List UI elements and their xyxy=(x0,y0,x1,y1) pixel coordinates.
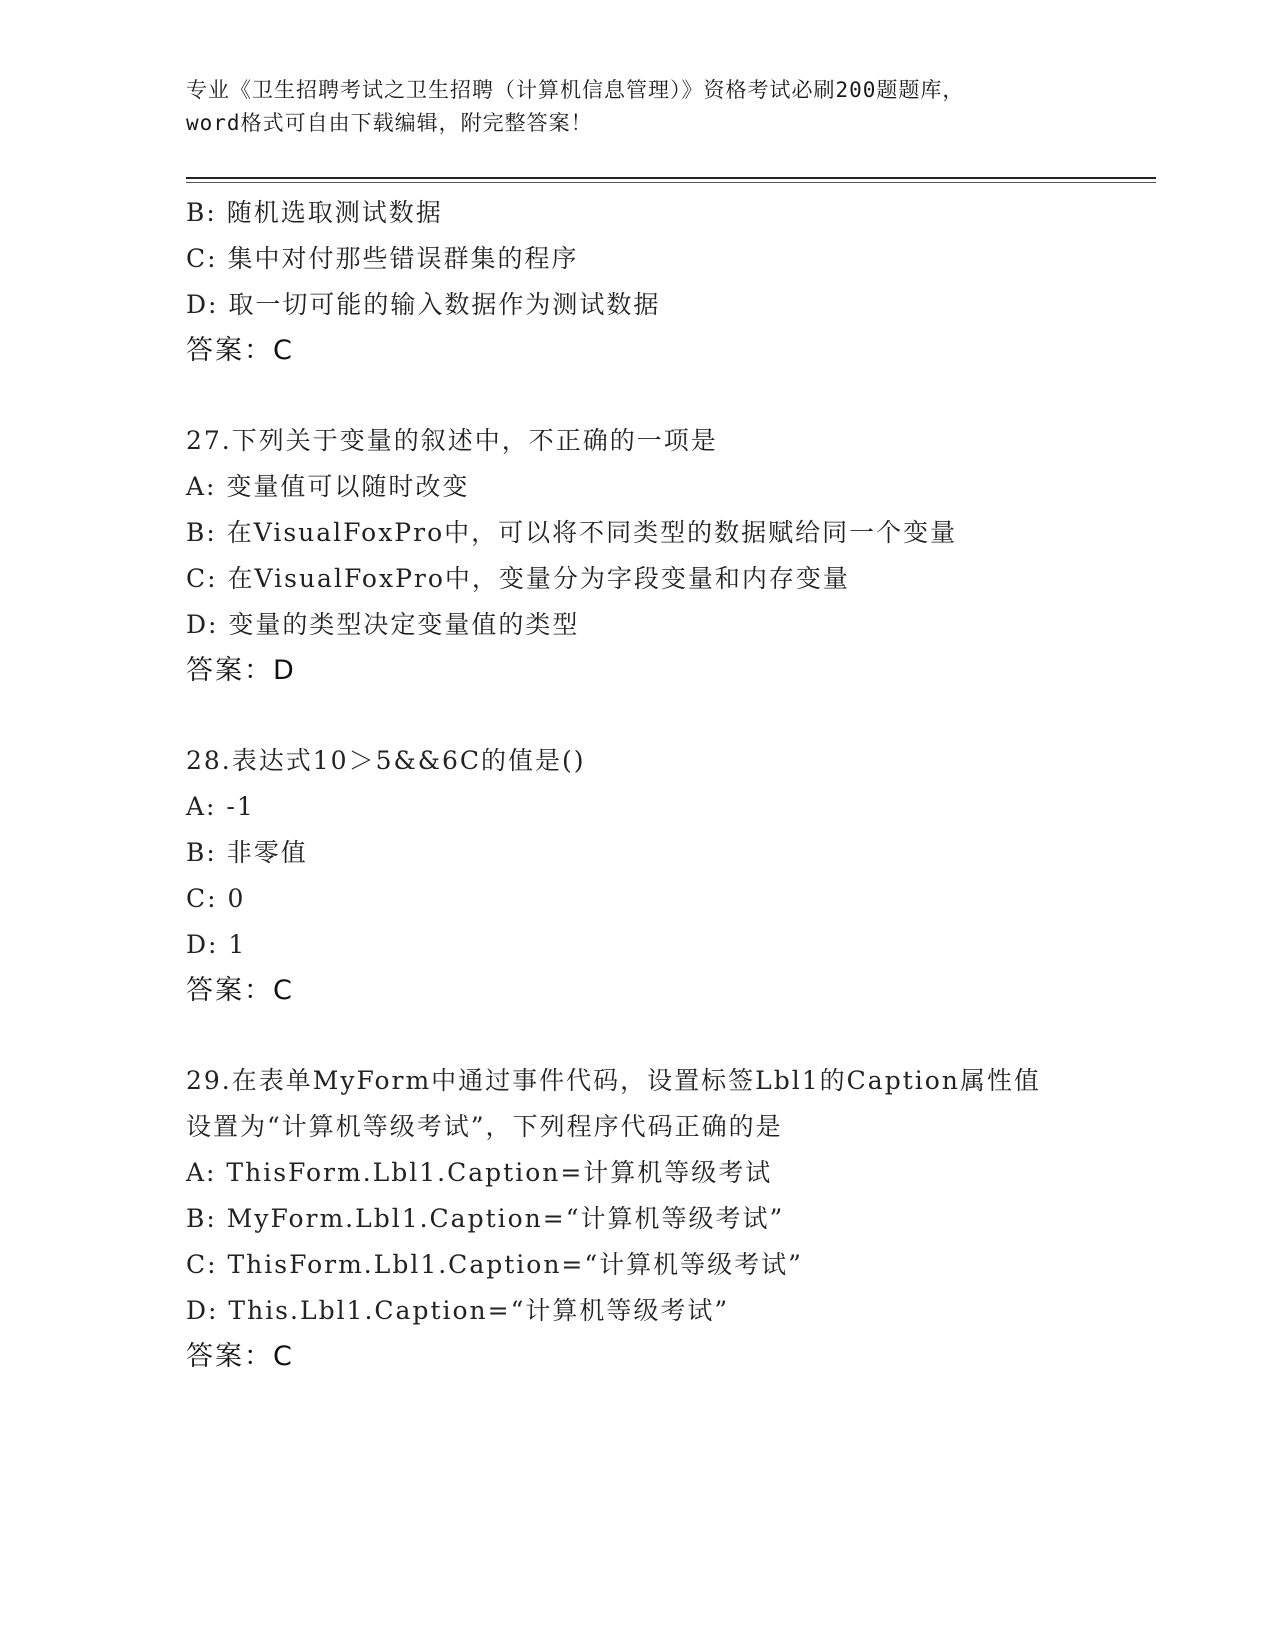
option-c: C: 在VisualFoxPro中，变量分为字段变量和内存变量 xyxy=(186,564,850,593)
option-d: D: This.Lbl1.Caption=“计算机等级考试” xyxy=(186,1296,730,1325)
option-b: B: MyForm.Lbl1.Caption=“计算机等级考试” xyxy=(186,1204,785,1233)
answer-line: 答案：C xyxy=(186,335,294,366)
option-b: B: 在VisualFoxPro中，可以将不同类型的数据赋给同一个变量 xyxy=(186,518,958,547)
header-divider-thin xyxy=(186,182,1156,183)
option-d: D: 1 xyxy=(186,930,247,959)
option-d: D: 取一切可能的输入数据作为测试数据 xyxy=(186,290,661,319)
option-c: C: 0 xyxy=(186,884,246,913)
question-stem-line-1: 29.在表单MyForm中通过事件代码，设置标签Lbl1的Caption属性值 xyxy=(186,1066,1041,1095)
header-line-1: 专业《卫生招聘考试之卫生招聘（计算机信息管理）》资格考试必刷200题题库， xyxy=(186,78,965,102)
option-b: B: 非零值 xyxy=(186,838,308,867)
option-a: A: 变量值可以随时改变 xyxy=(186,472,470,501)
question-block-28 xyxy=(186,738,1156,1014)
question-stem-line-2: 设置为“计算机等级考试”，下列程序代码正确的是 xyxy=(186,1112,783,1141)
option-c: C: 集中对付那些错误群集的程序 xyxy=(186,244,579,273)
option-b: B: 随机选取测试数据 xyxy=(186,198,443,227)
question-block-29 xyxy=(186,1058,1156,1380)
option-c: C: ThisForm.Lbl1.Caption=“计算机等级考试” xyxy=(186,1250,803,1279)
answer-line: 答案：C xyxy=(186,1341,294,1372)
header-line-2: word格式可自由下载编辑，附完整答案！ xyxy=(186,111,593,135)
question-list xyxy=(186,190,1156,1380)
question-block-partial xyxy=(186,190,1156,374)
question-stem: 27.下列关于变量的叙述中，不正确的一项是 xyxy=(186,426,718,455)
header-divider-thick xyxy=(186,177,1156,179)
answer-line: 答案：C xyxy=(186,975,294,1006)
question-stem: 28.表达式10＞5&&6C的值是() xyxy=(186,746,586,775)
document-header xyxy=(186,74,1086,140)
answer-line: 答案：D xyxy=(186,655,296,686)
option-d: D: 变量的类型决定变量值的类型 xyxy=(186,610,580,639)
question-block-27 xyxy=(186,418,1156,694)
option-a: A: -1 xyxy=(186,792,255,821)
option-a: A: ThisForm.Lbl1.Caption=计算机等级考试 xyxy=(186,1158,773,1187)
